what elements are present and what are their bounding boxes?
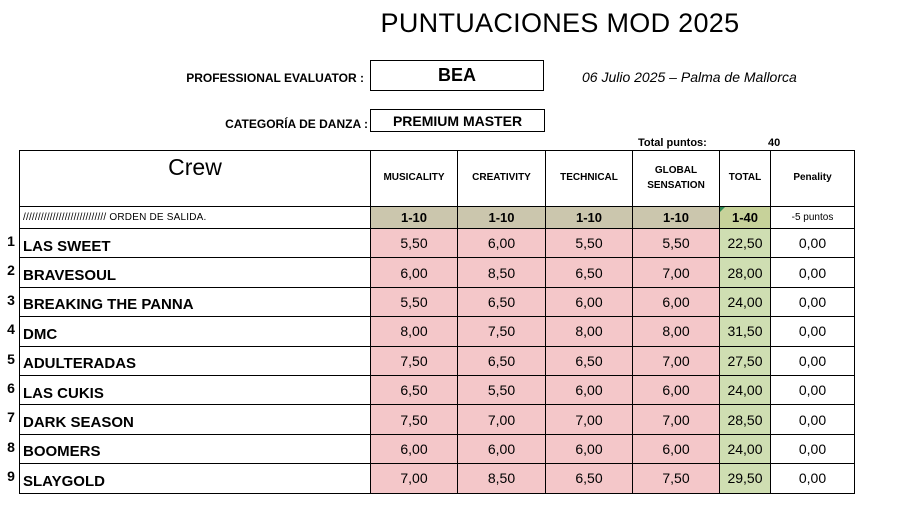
range-technical: 1-10: [546, 207, 633, 229]
creativity-cell[interactable]: 5,50: [458, 375, 546, 404]
technical-cell[interactable]: 6,50: [546, 346, 633, 375]
global-sensation-cell[interactable]: 7,50: [633, 464, 720, 493]
penality-cell[interactable]: 0,00: [771, 258, 855, 287]
crew-name[interactable]: DARK SEASON: [20, 405, 371, 434]
musicality-cell[interactable]: 5,50: [371, 287, 458, 316]
creativity-cell[interactable]: 8,50: [458, 464, 546, 493]
range-penality: -5 puntos: [771, 207, 855, 229]
creativity-cell[interactable]: 6,00: [458, 434, 546, 463]
crew-name[interactable]: SLAYGOLD: [20, 464, 371, 493]
crew-name[interactable]: DMC: [20, 317, 371, 346]
total-cell[interactable]: 28,00: [720, 258, 771, 287]
global-sensation-cell[interactable]: 6,00: [633, 375, 720, 404]
row-number: 9: [7, 468, 15, 485]
row-number: 6: [7, 380, 15, 396]
musicality-cell[interactable]: 6,00: [371, 258, 458, 287]
technical-cell[interactable]: 6,50: [546, 258, 633, 287]
penality-cell[interactable]: 0,00: [771, 229, 855, 258]
total-cell[interactable]: 31,50: [720, 317, 771, 346]
musicality-cell[interactable]: 5,50: [371, 229, 458, 258]
total-cell[interactable]: 29,50: [720, 464, 771, 493]
total-cell[interactable]: 24,00: [720, 375, 771, 404]
technical-cell[interactable]: 8,00: [546, 317, 633, 346]
penality-cell[interactable]: 0,00: [771, 375, 855, 404]
col-creativity: CREATIVITY: [458, 151, 546, 207]
row-number: 3: [7, 291, 15, 308]
table-row: [20, 229, 855, 258]
penality-cell[interactable]: 0,00: [771, 434, 855, 463]
penality-cell[interactable]: 0,00: [771, 287, 855, 316]
total-cell[interactable]: 22,50: [720, 229, 771, 258]
scores-table: [19, 150, 855, 494]
creativity-cell[interactable]: 7,00: [458, 405, 546, 434]
creativity-cell[interactable]: 8,50: [458, 258, 546, 287]
global-sensation-cell[interactable]: 7,00: [633, 258, 720, 287]
creativity-cell[interactable]: 6,50: [458, 287, 546, 316]
table-row: [20, 405, 855, 434]
crew-name[interactable]: BRAVESOUL: [20, 258, 371, 287]
musicality-cell[interactable]: 7,50: [371, 405, 458, 434]
col-musicality: MUSICALITY: [371, 151, 458, 207]
evaluator-label: PROFESSIONAL EVALUATOR :: [186, 71, 364, 85]
penality-cell[interactable]: 0,00: [771, 405, 855, 434]
table-row: [20, 346, 855, 375]
global-sensation-cell[interactable]: 6,00: [633, 434, 720, 463]
total-cell[interactable]: 24,00: [720, 287, 771, 316]
range-row: [20, 207, 855, 229]
musicality-cell[interactable]: 7,00: [371, 464, 458, 493]
crew-name[interactable]: BREAKING THE PANNA: [20, 287, 371, 316]
col-global-sensation: GLOBAL SENSATION: [633, 151, 720, 207]
col-technical: TECHNICAL: [546, 151, 633, 207]
musicality-cell[interactable]: 6,50: [371, 375, 458, 404]
penality-cell[interactable]: 0,00: [771, 346, 855, 375]
table-row: [20, 434, 855, 463]
total-cell[interactable]: 24,00: [720, 434, 771, 463]
range-total: 1-40: [720, 207, 771, 229]
technical-cell[interactable]: 6,00: [546, 375, 633, 404]
row-number: 8: [7, 438, 15, 455]
range-musicality: 1-10: [371, 207, 458, 229]
penality-cell[interactable]: 0,00: [771, 464, 855, 493]
crew-name[interactable]: LAS SWEET: [20, 229, 371, 258]
range-global: 1-10: [633, 207, 720, 229]
crew-name[interactable]: BOOMERS: [20, 434, 371, 463]
crew-name[interactable]: ADULTERADAS: [20, 346, 371, 375]
row-number: 5: [7, 350, 15, 367]
col-total: TOTAL: [720, 151, 771, 207]
global-sensation-cell[interactable]: 7,00: [633, 346, 720, 375]
creativity-cell[interactable]: 6,50: [458, 346, 546, 375]
musicality-cell[interactable]: 6,00: [371, 434, 458, 463]
global-sensation-cell[interactable]: 7,00: [633, 405, 720, 434]
cell-marker-icon: [720, 207, 725, 212]
technical-cell[interactable]: 6,00: [546, 287, 633, 316]
global-sensation-cell[interactable]: 8,00: [633, 317, 720, 346]
total-cell[interactable]: 28,50: [720, 405, 771, 434]
musicality-cell[interactable]: 7,50: [371, 346, 458, 375]
category-value[interactable]: PREMIUM MASTER: [370, 109, 545, 132]
technical-cell[interactable]: 5,50: [546, 229, 633, 258]
penality-cell[interactable]: 0,00: [771, 317, 855, 346]
musicality-cell[interactable]: 8,00: [371, 317, 458, 346]
row-number: 1: [7, 233, 15, 249]
creativity-cell[interactable]: 7,50: [458, 317, 546, 346]
crew-header: Crew: [20, 151, 371, 207]
order-label: //////////////////////////// ORDEN DE SALIDA.: [20, 207, 371, 229]
category-label: CATEGORÍA DE DANZA :: [225, 117, 368, 131]
page-title: PUNTUACIONES MOD 2025: [380, 8, 740, 38]
table-row: [20, 258, 855, 287]
row-number: 7: [7, 409, 15, 426]
global-sensation-cell[interactable]: 6,00: [633, 287, 720, 316]
evaluator-value[interactable]: BEA: [370, 60, 544, 91]
global-sensation-cell[interactable]: 5,50: [633, 229, 720, 258]
table-row: [20, 375, 855, 404]
table-row: [20, 464, 855, 493]
col-penality: Penality: [771, 151, 855, 207]
technical-cell[interactable]: 6,00: [546, 434, 633, 463]
event-date-location: 06 Julio 2025 – Palma de Mallorca: [582, 69, 797, 85]
table-row: [20, 317, 855, 346]
range-creativity: 1-10: [458, 207, 546, 229]
total-points-value: 40: [768, 137, 781, 149]
total-cell[interactable]: 27,50: [720, 346, 771, 375]
crew-name[interactable]: LAS CUKIS: [20, 375, 371, 404]
technical-cell[interactable]: 7,00: [546, 405, 633, 434]
table-row: [20, 287, 855, 316]
creativity-cell[interactable]: 6,00: [458, 229, 546, 258]
row-number: 4: [7, 321, 15, 338]
row-number: 2: [7, 262, 15, 279]
total-points-label: Total puntos:: [638, 137, 707, 149]
technical-cell[interactable]: 6,50: [546, 464, 633, 493]
header-row: [20, 151, 855, 207]
